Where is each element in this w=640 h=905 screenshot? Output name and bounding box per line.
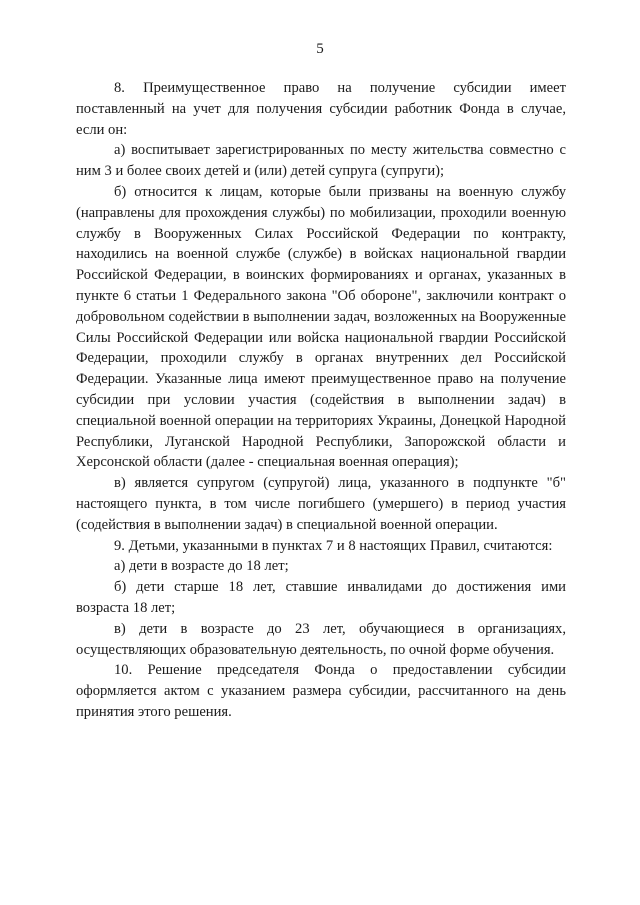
document-body <box>76 78 566 723</box>
paragraph-9b: б) дети старше 18 лет, ставшие инвалидами до достижения ими возраста 18 лет; <box>76 579 566 616</box>
page-number: 5 <box>316 41 324 57</box>
paragraph-9v: в) дети в возрасте до 23 лет, обучающиеся в организациях, осуществляющих образовательную деятельность, по очной форме обучения. <box>76 620 566 658</box>
paragraph-9a: а) дети в возрасте до 18 лет; <box>114 558 289 575</box>
paragraph-10: 10. Решение председателя Фонда о предоставлении субсидии оформляется актом с указанием размера субсидии, рассчитанного на день принятия этого решения. <box>76 662 566 720</box>
paragraph-8a: а) воспитывает зарегистрированных по месту жительства совместно с ним 3 и более своих детей и (или) детей супруга (супруги); <box>76 142 566 180</box>
paragraph-9: 9. Детьми, указанными в пунктах 7 и 8 настоящих Правил, считаются: <box>114 537 553 554</box>
paragraph-8v: в) является супругом (супругой) лица, указанного в подпункте "б" настоящего пункта, в том числе погибшего (умершего) в период участия (содействия в выполнении задач) в специальной военной операции. <box>76 475 566 533</box>
paragraph-8: 8. Преимущественное право на получение субсидии имеет поставленный на учет для получения субсидии работник Фонда в случае, если он: <box>76 80 566 138</box>
paragraph-8b: б) относится к лицам, которые были призваны на военную службу (направлены для прохождения службы) по мобилизации, проходили военную службу в Вооруженных Силах Российской Федерации по контракту, находились на военной службе (службе) в войсках национальной гвардии Российской Федерации, в воинских формированиях и органах, указанных в пункте 6 статьи 1 Федерального закона "Об обороне", заключили контракт о добровольном содействии в выполнении задач, возложенных на Вооруженные Силы Российской Федерации или войска национальной гвардии Российской Федерации, проходили службу в органах внутренних дел Российской Федерации. Указанные лица имеют преимущественное право на получение субсидии при условии участия (содействия в выполнении задач) в специальной военной операции на территориях Украины, Донецкой Народной Республики, Луганской Народной Республики, Запорожской области и Херсонской области (далее - специальная военная операция); <box>76 183 566 471</box>
